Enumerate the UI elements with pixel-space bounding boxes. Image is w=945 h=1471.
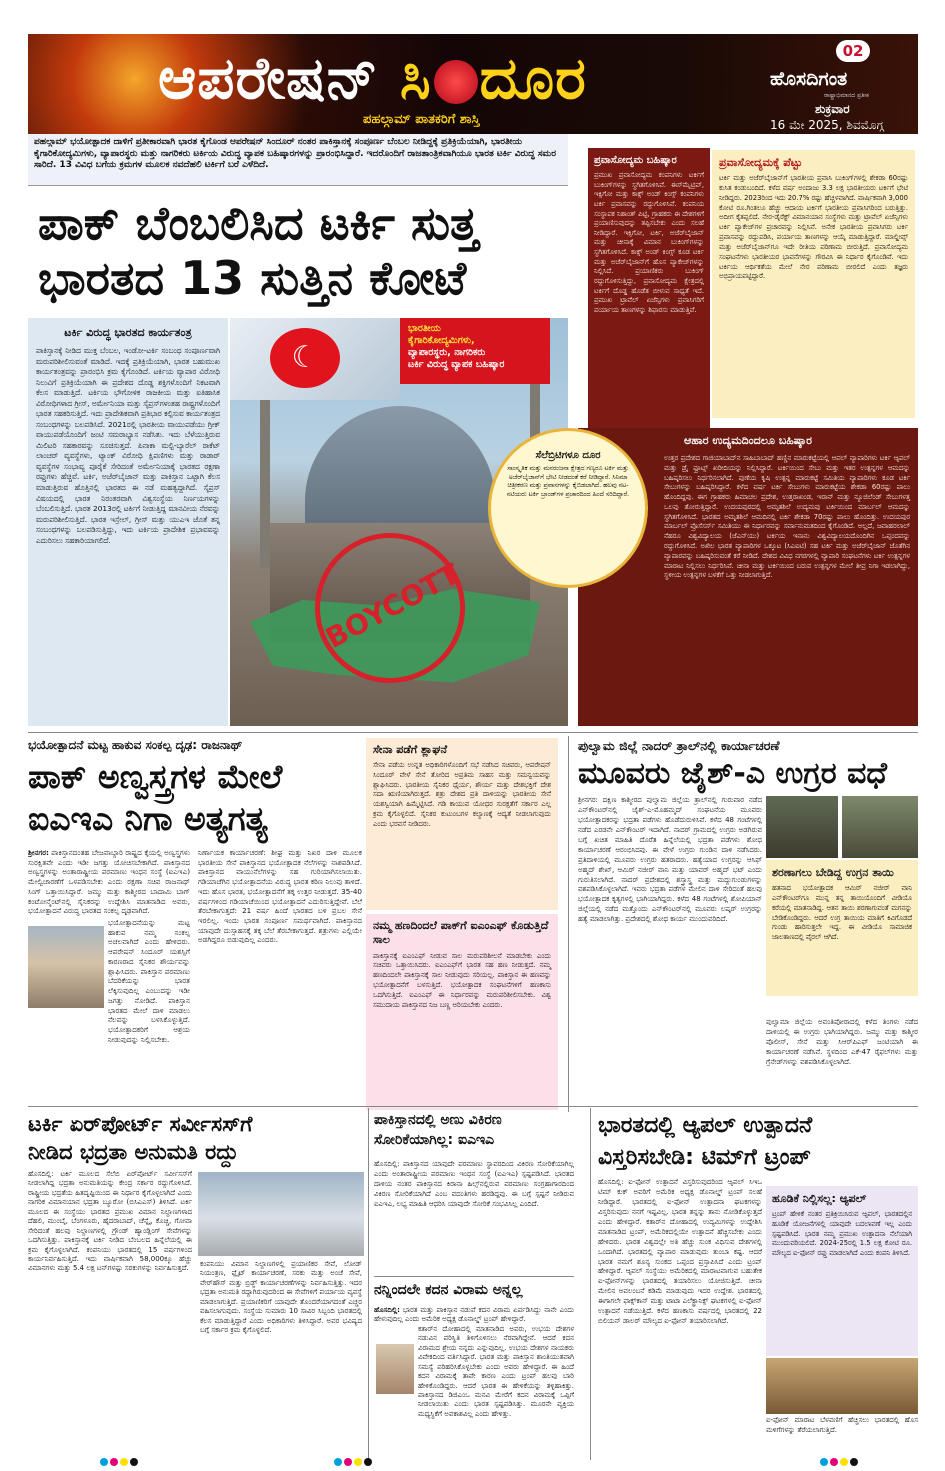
food-industry-heading: ಆಹಾರ ಉದ್ಯಮದಿಂದಲೂ ಬಹಿಷ್ಕಾರ [684,434,812,447]
boycott-stamp: BOYCOTT [289,507,492,710]
tourism-boycott-heading: ಪ್ರವಾಸೋದ್ಯಮ ಬಹಿಷ್ಕಾರ [594,155,677,166]
rajnath-headline-line-1: ಪಾಕ್ ಅಣ್ವಸ್ತ್ರಗಳ ಮೇಲೆ [28,757,283,796]
terrorist-photo [842,796,918,858]
pulwama-body-continued: ಪುಲ್ವಾಮಾ ಜಿಲ್ಲೆಯ ಅವಂತಿಪೋರಾದಲ್ಲಿ ಕಳೆದ ತಿಂಗಳು ನಡೆದ ದಾಳಿಯಲ್ಲಿ ಈ ಉಗ್ರರು ಭಾಗಿಯಾಗಿದ್ದರು. ಜಮ್ಮು ಮತ್ತು ಕಾಶ್ಮೀರ ಪೊಲೀಸ್, ಸೇನೆ ಮತ್ತು ಸಿಆರ್‌ಪಿಎಫ್ ಜಂಟಿಯಾಗಿ ಈ ಕಾರ್ಯಾಚರಣೆ ನಡೆಸಿವೆ. ಸ್ಥಳದಿಂದ ಎಕೆ-47 ರೈಫಲ್‌ಗಳು ಮತ್ತು ಗ್ರೆನೇಡ್‌ಗಳನ್ನು ವಶಪಡಿಸಿಕೊಳ್ಳಲಾಗಿದೆ. [766,1018,918,1066]
masthead-title: ಆಪರೇಷನ್ ಸಿ ದೂರ [158,44,587,112]
newspaper-logo: ಹೊಸದಿಗಂತ [770,68,848,90]
photo-caption-line: ಕೈಗಾರಿಕೋದ್ಯಮಿಗಳು, [408,335,475,347]
food-industry-body: ಉತ್ತರ ಪ್ರದೇಶದ ಗಾಜಿಯಾಬಾದ್‌ನ ಸಾಹಿಬಾಬಾದ್ ಹಣ್ಣಿನ ಮಾರುಕಟ್ಟೆಯಲ್ಲಿ ಆಪಲ್ ವ್ಯಾಪಾರಿಗಳು ಟರ್ಕಿ ಆ್ಯಪಲ್ ಮತ್ತು ಡ್ರೈ ಫ್ರೂಟ್ಸ್ ಖರೀದಿಯನ್ನು ನಿಲ್ಲಿಸಿದ್ದಾರೆ. ಟರ್ಕಿಯಿಂದ ಸೇಬು ಮತ್ತು ಇತರ ಉತ್ಪನ್ನಗಳ ಆಮದನ್ನು ಬಹಿಷ್ಕರಿಸಲು ನಿರ್ಧರಿಸಲಾಗಿದೆ. ಪುಣೆಯ ಕೃಷಿ ಉತ್ಪನ್ನ ಮಾರುಕಟ್ಟೆ ಸಮಿತಿಯ ವ್ಯಾಪಾರಿಗಳು ಕೂಡ ಟರ್ಕಿ ಸೇಬುಗಳನ್ನು ಬಹಿಷ್ಕರಿಸಿದ್ದಾರೆ. ಕಳೆದ ವರ್ಷ ಟರ್ಕಿ ಸೇಬುಗಳು ಮಾರುಕಟ್ಟೆಯ ಶೇಕಡಾ 60ರಷ್ಟು ಪಾಲು ಹೊಂದಿದ್ದವು. ಈಗ ಗ್ರಾಹಕರು ಹಿಮಾಚಲ ಪ್ರದೇಶ, ಉತ್ತರಾಖಂಡ, ಇರಾನ್ ಮತ್ತು ನ್ಯೂಜಿಲೆಂಡ್ ಸೇಬುಗಳತ್ತ ಒಲವು ತೋರುತ್ತಿದ್ದಾರೆ. ಉದಯಪುರದಲ್ಲಿ ಅಮೃತಶಿಲೆ ಉದ್ಯಮವು ಟರ್ಕಿಯಿಂದ ಮಾರ್ಬಲ್ ಆಮದನ್ನು ಸ್ಥಗಿತಗೊಳಿಸಿದೆ. ಭಾರತದ ಅಮೃತಶಿಲೆ ಆಮದಿನಲ್ಲಿ ಟರ್ಕಿ ಶೇಕಡಾ 70ರಷ್ಟು ಪಾಲು ಹೊಂದಿತ್ತು. ಉದಯಪುರ ಮಾರ್ಬಲ್ ಪ್ರೊಸೆಸರ್ಸ್ ಸಮಿತಿಯು ಈ ನಿರ್ಧಾರವನ್ನು ಸರ್ವಾನುಮತದಿಂದ ಕೈಗೊಂಡಿದೆ. ಅಲ್ಲದೆ, ಜವಾಹರಲಾಲ್ ನೆಹರೂ ವಿಶ್ವವಿದ್ಯಾಲಯ (ಜೆಎನ್‌ಯು) ಟರ್ಕಿಯ ಇನಾನು ವಿಶ್ವವಿದ್ಯಾಲಯದೊಂದಿಗಿನ ಒಪ್ಪಂದವನ್ನು ರದ್ದುಗೊಳಿಸಿದೆ. ಅಖಿಲ ಭಾರತ ವ್ಯಾಪಾರಿಗಳ ಒಕ್ಕೂಟ (ಸಿಎಐಟಿ) ಸಹ ಟರ್ಕಿ ಮತ್ತು ಅಜೆರ್‌ಬೈಜಾನ್ ಜೊತೆಗಿನ ವ್ಯಾಪಾರವನ್ನು ಬಹಿಷ್ಕರಿಸುವಂತೆ ಕರೆ ನೀಡಿದೆ. ದೇಶದ ವಿವಿಧ ನಗರಗಳಲ್ಲಿ ವ್ಯಾಪಾರಿ ಸಂಘಟನೆಗಳು ಟರ್ಕಿ ಉತ್ಪನ್ನಗಳ ಮಾರಾಟ ನಿಲ್ಲಿಸಲು ನಿರ್ಧರಿಸಿವೆ. ಚೀನಾ ಮತ್ತು ಟರ್ಕಿಯಿಂದ ಬರುವ ಉತ್ಪನ್ನಗಳ ಮೇಲೆ ತೀವ್ರ ನಿಗಾ ಇಡಲಾಗಿದ್ದು, ಸ್ಥಳೀಯ ಉತ್ಪನ್ನಗಳ ಬಳಕೆಗೆ ಒತ್ತು ನೀಡಲಾಗುತ್ತಿದೆ. [664,454,910,580]
section-divider [374,1276,574,1277]
apple-investment-box [766,1186,918,1356]
registration-mark [820,1458,828,1466]
airport-headline-line-2: ನೀಡಿದ ಭದ್ರತಾ ಅನುಮತಿ ರದ್ದು [28,1140,239,1164]
nuclear-body: ಹೊಸದಿಲ್ಲಿ: ಪಾಕಿಸ್ತಾನದ ಯಾವುದೇ ಪರಮಾಣು ಸ್ಥಾವರದಿಂದ ವಿಕಿರಣ ಸೋರಿಕೆಯಾಗಿಲ್ಲ ಎಂದು ಅಂತಾರಾಷ್ಟ್ರೀಯ ಪರಮಾಣು ಇಂಧನ ಸಂಸ್ಥೆ (ಐಎಇಎ) ಸ್ಪಷ್ಟಪಡಿಸಿದೆ. ಭಾರತದ ದಾಳಿಯ ನಂತರ ಪಾಕಿಸ್ತಾನದ ಕಿರಾನಾ ಹಿಲ್ಸ್‌ನಲ್ಲಿರುವ ಪರಮಾಣು ಸಂಗ್ರಹಾಗಾರದಿಂದ ವಿಕಿರಣ ಸೋರಿಕೆಯಾಗಿದೆ ಎಂಬ ವದಂತಿಗಳು ಹರಡಿದ್ದವು. ಈ ಬಗ್ಗೆ ಸ್ಪಷ್ಟನೆ ನೀಡಿರುವ ಐಎಇಎ, ಲಭ್ಯ ಮಾಹಿತಿ ಆಧರಿಸಿ ಯಾವುದೇ ಸೋರಿಕೆ ಸಂಭವಿಸಿಲ್ಲ ಎಂದಿದೆ. [374,1160,574,1208]
lead-intro [28,134,568,186]
issue-day: ಶುಕ್ರವಾರ [815,102,850,116]
celebrities-heading: ಸೆಲೆಬ್ರಿಟಿಗಳೂ ದೂರ [535,450,601,461]
ceasefire-text: ಕತಾರ್‌ನ ದೋಹಾದಲ್ಲಿ ಮಾತನಾಡಿದ ಅವರು, ಉಭಯ ದೇಶಗಳ ನಡುವಿನ ಪರಿಸ್ಥಿತಿ ತಿಳಿಗೊಳಿಸಲು ನೆರವಾಗಿದ್ದೇನೆ. ಆದರೆ ಕದನ ವಿರಾಮದ ಶ್ರೇಯ ನನ್ನದು ಎನ್ನುವುದಿಲ್ಲ. ಉಭಯ ದೇಶಗಳ ನಾಯಕರು ವಿವೇಕದಿಂದ ವರ್ತಿಸಿದ್ದಾರೆ. ಭಾರತ ಮತ್ತು ಪಾಕಿಸ್ತಾನ ಶಾಂತಿಯುತವಾಗಿ ಸಮಸ್ಯೆ ಪರಿಹರಿಸಿಕೊಳ್ಳಬೇಕು ಎಂದು ಅವರು ಹೇಳಿದ್ದಾರೆ. ಈ ಹಿಂದೆ ಕದನ ವಿರಾಮಕ್ಕೆ ತಾವೇ ಕಾರಣ ಎಂದು ಟ್ರಂಪ್ ಹಲವು ಬಾರಿ ಹೇಳಿಕೊಂಡಿದ್ದರು. ಆದರೆ ಭಾರತ ಈ ಹೇಳಿಕೆಯನ್ನು ತಳ್ಳಿಹಾಕಿತ್ತು. ಪಾಕಿಸ್ತಾನದ ಡಿಜಿಎಂಒ ಮನವಿ ಮೇರೆಗೆ ಕದನ ವಿರಾಮಕ್ಕೆ ಒಪ್ಪಿಗೆ ನೀಡಲಾಯಿತು ಎಂದು ಭಾರತ ಸ್ಪಷ್ಟಪಡಿಸಿತ್ತು. ಮೂರನೇ ವ್ಯಕ್ತಿಯ ಮಧ್ಯಸ್ಥಿಕೆಗೆ ಅವಕಾಶವಿಲ್ಲ ಎಂದು ಹೇಳಿತ್ತು. [418,1324,574,1418]
section-divider [28,1106,918,1107]
photo-caption-line: ವ್ಯಾಪಾರಸ್ಥರು, ನಾಗರಿಕರು [408,347,486,359]
ceasefire-headline: ನನ್ನಿಂದಲೇ ಕದನ ವಿರಾಮ ಅನ್ನಲ್ಲ [374,1282,523,1298]
photo-caption-box [400,318,550,384]
sindoor-dot-icon [434,60,478,104]
imf-loan-body: ಪಾಕಿಸ್ತಾನಕ್ಕೆ ಐಎಂಎಫ್ ನೀಡುವ ಸಾಲ ಮರುಪರಿಶೀಲನೆ ಮಾಡಬೇಕು ಎಂದು ಸಚಿವರು ಒತ್ತಾಯಿಸಿದರು. ಐಎಂಎಫ್‌ಗೆ ಭಾರತ ಸಹ ಹಣ ನೀಡುತ್ತದೆ. ನಮ್ಮ ಹಣದಿಂದಲೇ ಪಾಕಿಸ್ತಾನಕ್ಕೆ ಸಾಲ ನೀಡುವುದು ಸರಿಯಲ್ಲ. ಪಾಕಿಸ್ತಾನ ಈ ಹಣವನ್ನು ಭಯೋತ್ಪಾದನೆಗೆ ಬಳಸುತ್ತಿದೆ. ಭಯೋತ್ಪಾದಕ ಸಂಘಟನೆಗಳಿಗೆ ಹಣಕಾಸು ಒದಗಿಸುತ್ತಿದೆ. ಐಎಂಎಫ್ ಈ ನಿರ್ಧಾರವನ್ನು ಮರುಪರಿಶೀಲಿಸಬೇಕು. ವಿಶ್ವ ಸಮುದಾಯ ಪಾಕಿಸ್ತಾನದ ನಿಜ ಬಣ್ಣ ಅರಿಯಬೇಕು ಎಂದರು. [373,951,551,1009]
ceasefire-text: ಭಾರತ ಮತ್ತು ಪಾಕಿಸ್ತಾನ ನಡುವೆ ಕದನ ವಿರಾಮ ಏರ್ಪಡಿಸಿದ್ದು ನಾನೇ ಎಂದು ಹೇಳುವುದಿಲ್ಲ ಎಂದು ಅಮೆರಿಕ ಅಧ್ಯಕ್ಷ ಡೊನಾಲ್ಡ್ ಟ್ರಂಪ್ ಹೇಳಿದ್ದಾರೆ. [374,1306,574,1324]
airport-headline [28,1110,362,1166]
tourism-boycott-column [588,148,710,430]
newspaper-tagline: ರಾಷ್ಟ್ರಾಭಿಮಾನದ ಪ್ರತೀಕ [824,92,869,99]
registration-mark [334,1458,342,1466]
dateline: ಹೊಸದಿಲ್ಲಿ: [374,1306,400,1314]
pulwama-body: ಶ್ರೀನಗರ: ದಕ್ಷಿಣ ಕಾಶ್ಮೀರದ ಪುಲ್ವಾಮ ಜಿಲ್ಲೆಯ ತ್ರಾಲ್‌ನಲ್ಲಿ ಗುರುವಾರ ನಡೆದ ಎನ್‌ಕೌಂಟರ್‌ನಲ್ಲಿ ಜೈಶ್-ಎ-ಮೊಹಮ್ಮದ್ ಸಂಘಟನೆಯ ಮೂವರು ಭಯೋತ್ಪಾದಕರನ್ನು ಭದ್ರತಾ ಪಡೆಗಳು ಹೊಡೆದುರುಳಿಸಿವೆ. ಕಳೆದ 48 ಗಂಟೆಗಳಲ್ಲಿ ನಡೆದ ಎರಡನೇ ಎನ್‌ಕೌಂಟರ್ ಇದಾಗಿದೆ. ನಾದರ್ ಗ್ರಾಮದಲ್ಲಿ ಉಗ್ರರು ಅಡಗಿರುವ ಬಗ್ಗೆ ಖಚಿತ ಮಾಹಿತಿ ದೊರೆತ ಹಿನ್ನೆಲೆಯಲ್ಲಿ ಭದ್ರತಾ ಪಡೆಗಳು ಶೋಧ ಕಾರ್ಯಾಚರಣೆ ಆರಂಭಿಸಿದವು. ಈ ವೇಳೆ ಉಗ್ರರು ಗುಂಡಿನ ದಾಳಿ ನಡೆಸಿದರು. ಪ್ರತಿದಾಳಿಯಲ್ಲಿ ಮೂವರು ಉಗ್ರರು ಹತರಾದರು. ಹತ್ಯೆಯಾದ ಉಗ್ರರನ್ನು ಆಸಿಫ್ ಅಹ್ಮದ್ ಶೇಖ್, ಆಮಿರ್ ನಜೀರ್ ವಾನಿ ಮತ್ತು ಯಾವರ್ ಅಹ್ಮದ್ ಭಟ್ ಎಂದು ಗುರುತಿಸಲಾಗಿದೆ. ನಾದರ್ ಪ್ರದೇಶದಲ್ಲಿ ಶಸ್ತ್ರಾಸ್ತ್ರ ಮತ್ತು ಮದ್ದುಗುಂಡುಗಳನ್ನು ವಶಪಡಿಸಿಕೊಳ್ಳಲಾಗಿದೆ. ಇವರು ಭದ್ರತಾ ಪಡೆಗಳ ಮೇಲಿನ ದಾಳಿ ಸೇರಿದಂತೆ ಹಲವು ಭಯೋತ್ಪಾದಕ ಕೃತ್ಯಗಳಲ್ಲಿ ಭಾಗಿಯಾಗಿದ್ದರು. ಕಳೆದ 48 ಗಂಟೆಗಳಲ್ಲಿ ಶೋಪಿಯಾನ್ ಜಿಲ್ಲೆಯಲ್ಲಿ ನಡೆದ ಮತ್ತೊಂದು ಎನ್‌ಕೌಂಟರ್‌ನಲ್ಲಿ ಮೂವರು ಲಷ್ಕರ್ ಉಗ್ರರನ್ನು ಹತ್ಯೆ ಮಾಡಲಾಗಿತ್ತು. ಪ್ರದೇಶದಲ್ಲಿ ಶೋಧ ಕಾರ್ಯ ಮುಂದುವರಿದಿದೆ. [578,796,762,924]
tourism-boycott-body: ಪ್ರಮುಖ ಪ್ರವಾಸೋದ್ಯಮ ಕಂಪನಿಗಳು ಟರ್ಕಿಗೆ ಬುಕಿಂಗ್‌ಗಳನ್ನು ಸ್ಥಗಿತಗೊಳಿಸಿವೆ. ಈಸ್‌ಮೈಟ್ರಿಪ್, ಇಕ್ಸಿಗೋ ಮತ್ತು ಕಾಕ್ಸ್ ಅಂಡ್ ಕಿಂಗ್ಸ್ ಕಂಪನಿಗಳು ಟರ್ಕಿ ಪ್ರವಾಸವನ್ನು ರದ್ದುಗೊಳಿಸಿವೆ. ಕಂಪನಿಯ ಸಂಸ್ಥಾಪಕ ನಿಶಾಂತ್ ಪಿಟ್ಟಿ, ಗ್ರಾಹಕರು ಈ ದೇಶಗಳಿಗೆ ಪ್ರಯಾಣಿಸುವುದನ್ನು ತಪ್ಪಿಸಬೇಕು ಎಂದು ಸಲಹೆ ನೀಡಿದ್ದಾರೆ. ಇಕ್ಸಿಗೋ, ಟರ್ಕಿ, ಅಜೆರ್‌ಬೈಜಾನ್ ಮತ್ತು ಚೀನಾಕ್ಕೆ ವಿಮಾನ ಬುಕಿಂಗ್‌ಗಳನ್ನು ಸ್ಥಗಿತಗೊಳಿಸಿದೆ. ಕಾಕ್ಸ್ ಅಂಡ್ ಕಿಂಗ್ಸ್ ಕೂಡ ಟರ್ಕಿ ಮತ್ತು ಅಜೆರ್‌ಬೈಜಾನ್‌ಗೆ ಹೊಸ ಪ್ಯಾಕೇಜ್‌ಗಳನ್ನು ನಿಲ್ಲಿಸಿದೆ. ಪ್ರಯಾಣಿಕರು ಬುಕಿಂಗ್ ರದ್ದುಗೊಳಿಸುತ್ತಿದ್ದು, ಪ್ರವಾಸೋದ್ಯಮ ಕ್ಷೇತ್ರದಲ್ಲಿ ಟರ್ಕಿಗೆ ದೊಡ್ಡ ಹೊಡೆತ ಬೀಳುವ ಸಾಧ್ಯತೆ ಇದೆ. ಪ್ರಮುಖ ಟ್ರಾವೆಲ್ ಏಜೆನ್ಸಿಗಳು ಪ್ರವಾಸಿಗರಿಗೆ ಪರ್ಯಾಯ ತಾಣಗಳನ್ನು ಶಿಫಾರಸು ಮಾಡುತ್ತಿವೆ. [594,171,704,314]
army-praise-box [366,738,558,910]
rajnath-photo [28,926,104,1008]
surrender-plea-body: ಹತನಾದ ಭಯೋತ್ಪಾದಕ ಆಮಿರ್ ನಜೀರ್ ವಾನಿ ಎನ್‌ಕೌಂಟರ್‌ಗೂ ಮುನ್ನ ತನ್ನ ತಾಯಿಯೊಂದಿಗೆ ವೀಡಿಯೊ ಕರೆಯಲ್ಲಿ ಮಾತನಾಡಿದ್ದ. ಆತನ ತಾಯಿ ಶರಣಾಗುವಂತೆ ಮಗನನ್ನು ಬೇಡಿಕೊಂಡಿದ್ದರು. ಆದರೆ ಉಗ್ರ ತಾಯಿಯ ಮಾತಿಗೆ ಕಿವಿಗೊಡದೆ ಗುಂಡು ಹಾರಿಸುತ್ತಲೇ ಇದ್ದ. ಈ ವೀಡಿಯೊ ಸಾಮಾಜಿಕ ಜಾಲತಾಣದಲ್ಲಿ ವೈರಲ್ ಆಗಿದೆ. [772,884,912,942]
column-divider [568,736,569,1112]
imf-loan-box [366,914,558,1110]
strategy-column [28,318,228,726]
rajnath-kicker: ಭಯೋತ್ಪಾದನೆ ಮಟ್ಟ ಹಾಕುವ ಸಂಕಲ್ಪ ದೃಢ: ರಾಜನಾಥ್ [28,738,243,752]
celebrities-circle [488,428,648,588]
apple-investment-heading: ಹೂಡಿಕೆ ನಿಲ್ಲಿಸಲ್ಲ: ಆ್ಯಪಲ್ [772,1192,867,1205]
airport-column-1 [28,1170,192,1460]
masthead-subtitle: ಪಹಲ್ಗಾಮ್ ಪಾತಕರಿಗೆ ಶಾಸ್ತಿ [363,112,480,127]
apple-body-continued: ಐ-ಫೋನ್ ಮಾರಾಟ ಬೆಳವಣಿಗೆ ಹೆಚ್ಚಿಸಲು ಭಾರತದಲ್ಲಿ ಹೊಸ ಮಳಿಗೆಗಳನ್ನು ತೆರೆಯಲಾಗುತ್ತಿದೆ. [766,1416,918,1434]
rajnath-headline-line-2: ಐಎಇಎ ನಿಗಾ ಅತ್ಯಗತ್ಯ [28,799,268,838]
registration-mark [100,1458,108,1466]
registration-mark [110,1458,118,1466]
rajnath-text: ನಿರ್ಣಾಯಕ ಕಾರ್ಯಾಚರಣೆ: ಶೀಘ್ರ ಮತ್ತು ನಿಖರ ದಾಳಿ ಮೂಲಕ ಭಾರತೀಯ ಸೇನೆ ಪಾಕಿಸ್ತಾನದ ಭಯೋತ್ಪಾದಕ ನೆಲೆಗಳನ್ನು ನಾಶಪಡಿಸಿದೆ. ಪಾಕಿಸ್ತಾನದ ವಾಯುನೆಲೆಗಳನ್ನು ಸಹ ಗುರಿಯಾಗಿಸಲಾಯಿತು. ಗಡಿಯಾಚೆಗಿನ ಭಯೋತ್ಪಾದನೆಯ ವಿರುದ್ಧ ಭಾರತ ಕಠಿಣ ನಿಲುವು ತಾಳಿದೆ. ಇದು ಹೊಸ ಭಾರತ, ಭಯೋತ್ಪಾದನೆಗೆ ತಕ್ಕ ಉತ್ತರ ನೀಡುತ್ತದೆ. 35-40 ವರ್ಷಗಳಿಂದ ಗಡಿಯಾಚೆಯಿಂದ ಭಯೋತ್ಪಾದನೆ ಎದುರಿಸುತ್ತಿದ್ದೇವೆ. ಬೆಲೆ ತೆರಬೇಕಾಗುತ್ತದೆ: 21 ವರ್ಷ ಹಿಂದೆ ಭಾರತದ ಬಳಿ ಪ್ರಬಲ ಸೇನೆ ಇರಲಿಲ್ಲ. ಇಂದು ಭಾರತ ಸಂಪೂರ್ಣ ಸಮರ್ಥವಾಗಿದೆ. ಪಾಕಿಸ್ತಾನದ ಯಾವುದೇ ದುಸ್ಸಾಹಸಕ್ಕೆ ತಕ್ಕ ಬೆಲೆ ತೆರಬೇಕಾಗುತ್ತದೆ. ಶತ್ರುಗಳು ಎಲ್ಲಿಯೇ ಅಡಗಿದ್ದರೂ ಬಿಡುವುದಿಲ್ಲ ಎಂದರು. [198,848,362,945]
page-number: 02 [836,40,870,62]
pulwama-headline: ಮೂವರು ಜೈಶ್-ಎ ಉಗ್ರರ ವಧೆ [578,756,887,791]
column-divider [590,1108,591,1460]
registration-mark [364,1458,372,1466]
airport-text: ಕಂಪನಿಯು ವಿಮಾನ ನಿಲ್ದಾಣಗಳಲ್ಲಿ ಪ್ರಯಾಣಿಕರ ಸೇವೆ, ಲೋಡ್ ನಿಯಂತ್ರಣ, ಫ್ಲೈಟ್ ಕಾರ್ಯಾಚರಣೆ, ಸರಕು ಮತ್ತು ಅಂಚೆ ಸೇವೆ, ವೇರ್‌ಹೌಸ್ ಮತ್ತು ಬ್ರಿಡ್ಜ್ ಕಾರ್ಯಾಚರಣೆಗಳನ್ನು ನಿರ್ವಹಿಸುತ್ತಿತ್ತು. ಇದರ ಭದ್ರತಾ ಅನುಮತಿ ರದ್ದಾಗಿರುವುದರಿಂದ ಈ ಸೇವೆಗಳಿಗೆ ಪರ್ಯಾಯ ವ್ಯವಸ್ಥೆ ಮಾಡಲಾಗುತ್ತಿದೆ. ಪ್ರಯಾಣಿಕರಿಗೆ ಯಾವುದೇ ತೊಂದರೆಯಾಗದಂತೆ ಎಚ್ಚರ ವಹಿಸಲಾಗುವುದು. ಸಂಸ್ಥೆಯ ಸುಮಾರು 10 ಸಾವಿರ ಸಿಬ್ಬಂದಿ ಭಾರತದಲ್ಲಿ ಕೆಲಸ ಮಾಡುತ್ತಿದ್ದಾರೆ ಎಂದು ಅಧಿಕಾರಿಗಳು ತಿಳಿಸಿದ್ದಾರೆ. ಅವರ ಭವಿಷ್ಯದ ಬಗ್ಗೆ ಸರ್ಕಾರ ಕ್ರಮ ಕೈಗೊಳ್ಳಲಿದೆ. [200,1260,362,1335]
tourism-impact-box [712,150,915,418]
strategy-body: ಪಾಕಿಸ್ತಾನಕ್ಕೆ ನೀಡಿದ ಮುಕ್ತ ಬೆಂಬಲ, ಇಂಡೋ-ಟರ್ಕಿ ಸಂಬಂಧ ಸಂಪೂರ್ಣವಾಗಿ ಮರುಪರಿಶೀಲಿಸುವಂತೆ ಮಾಡಿದೆ. ಇದಕ್ಕೆ ಪ್ರತಿಕ್ರಿಯೆಯಾಗಿ, ಭಾರತ ಬಹುಮುಖ ಕಾರ್ಯತಂತ್ರವನ್ನು ಪ್ರಾರಂಭಿಸಿ ಕ್ರಮ ಕೈಗೊಂಡಿದೆ. ಟರ್ಕಿಯ ವ್ಯಾಪಾರ ವಿರೋಧಿ ನಿಲುವಿಗೆ ಪ್ರತಿಕ್ರಿಯೆಯಾಗಿ ಈ ಪ್ರದೇಶದ ದೊಡ್ಡ ಶಕ್ತಿಗಳೊಂದಿಗೆ ನಿಕಟವಾಗಿ ಕೆಲಸ ಮಾಡುತ್ತಿದೆ. ಟರ್ಕಿಯ ಭೌಗೋಳಿಕ ರಾಜಕೀಯ ಮತ್ತು ಐತಿಹಾಸಿಕ ವಿರೋಧಿಗಳಾದ ಗ್ರೀಸ್, ಅರ್ಮೇನಿಯಾ ಮತ್ತು ಸೈಪ್ರಸ್‌ಗಳಂತಹ ರಾಷ್ಟ್ರಗಳೊಂದಿಗೆ ಭಾರತ ಸಹಕರಿಸುತ್ತಿದೆ. ಇದು ಪ್ರಾದೇಶಿಕವಾಗಿ ಪ್ರತಿಭಾರ ಕಲ್ಪಿಸುವ ಕಾರ್ಯತಂತ್ರದ ಸಂಬಂಧಗಳನ್ನು ಬಲಪಡಿಸಿದೆ. 2021ರಲ್ಲಿ ಭಾರತೀಯ ವಾಯುಪಡೆಯು ಗ್ರೀಕ್ ವಾಯುಪಡೆಯೊಂದಿಗೆ ಜಂಟಿ ಸಮರಾಭ್ಯಾಸ ನಡೆಸಿತು. ಇದು ಬೆಳೆಯುತ್ತಿರುವ ಮಿಲಿಟರಿ ಸಹಕಾರವನ್ನು ಸೂಚಿಸುತ್ತದೆ. ಪಿನಾಕಾ ಮಲ್ಟಿ-ಬ್ಯಾರೆಲ್ ರಾಕೆಟ್ ಲಾಂಚರ್ ವ್ಯವಸ್ಥೆಗಳು, ಟ್ಯಾಂಕ್ ವಿರೋಧಿ ಕ್ಷಿಪಣಿಗಳು ಮತ್ತು ರಾಡಾರ್ ವ್ಯವಸ್ಥೆಗಳ ಸಂಭಾವ್ಯ ಪೂರೈಕೆ ಸೇರಿದಂತೆ ಅರ್ಮೇನಿಯಾಕ್ಕೆ ಭಾರತದ ರಕ್ಷಣಾ ರಫ್ತುಗಳು ಹೆಚ್ಚಿವೆ. ಟರ್ಕಿ, ಅಜೆರ್‌ಬೈಜಾನ್ ಮತ್ತು ಪಾಕಿಸ್ತಾನ ಒಟ್ಟಾಗಿ ಕೆಲಸ ಮಾಡುತ್ತಿರುವ ಹೊತ್ತಿನಲ್ಲಿ ಭಾರತದ ಈ ನಡೆ ಮಹತ್ವದ್ದಾಗಿದೆ. ಸೈಪ್ರಸ್ ವಿಷಯದಲ್ಲಿ ಭಾರತ ನಿರಂತರವಾಗಿ ವಿಶ್ವಸಂಸ್ಥೆಯ ನಿರ್ಣಯಗಳನ್ನು ಬೆಂಬಲಿಸುತ್ತಿದೆ. ಭಾರತ 2013ರಲ್ಲಿ ಟರ್ಕಿಗೆ ನೀಡುತ್ತಿದ್ದ ಮಾನವೀಯ ನೆರವನ್ನು ಮರುಪರಿಶೀಲಿಸುತ್ತಿದೆ. ಭಾರತ ಇಸ್ರೇಲ್, ಗ್ರೀಸ್ ಮತ್ತು ಯುಎಇ ಜೊತೆ ತನ್ನ ಸಂಬಂಧಗಳನ್ನು ಬಲಪಡಿಸುತ್ತಿದ್ದು, ಇದು ಟರ್ಕಿಯ ಪ್ರಾದೇಶಿಕ ಪ್ರಭಾವವನ್ನು ಎದುರಿಸಲು ಸಹಕಾರಿಯಾಗಲಿದೆ. [36,346,220,545]
photo-caption-line: ಭಾರತೀಯ [408,323,441,334]
registration-mark [354,1458,362,1466]
minaret-shape [260,388,270,568]
surrender-plea-box [766,860,918,996]
registration-mark [830,1458,838,1466]
rajnath-column-2 [198,848,362,1110]
registration-mark [850,1458,858,1466]
column-divider [368,1108,369,1460]
trump-photo [376,1344,414,1394]
nuclear-headline: ಪಾಕಿಸ್ತಾನದಲ್ಲಿ ಅಣು ವಿಕಿರಣ ಸೋರಿಕೆಯಾಗಿಲ್ಲ: ಐಎಇಎ [374,1112,502,1148]
photo-caption-line: ಟರ್ಕಿ ವಿರುದ್ಧ ವ್ಯಾಪಕ ಬಹಿಷ್ಕಾರ [408,359,505,371]
celebrities-body: ಸಾಂಸ್ಕೃತಿಕ ಮತ್ತು ಮನರಂಜನಾ ಕ್ಷೇತ್ರದ ಗಣ್ಯರೂ ಟರ್ಕಿ ಮತ್ತು ಅಜೆರ್‌ಬೈಜಾನ್‌ಗೆ ಭೇಟಿ ನೀಡದಂತೆ ಕರೆ ನೀಡಿದ್ದಾರೆ. ಸಿನಿಮಾ ಚಿತ್ರೀಕರಣ ಮತ್ತು ಪ್ರವಾಸಗಳನ್ನು ಕೈಬಿಡಲಾಗಿದೆ. ಹಲವು ನಟ-ನಟಿಯರು ಟರ್ಕಿ ಬ್ರಾಂಡ್‌ಗಳ ಪ್ರಚಾರದಿಂದ ಹಿಂದೆ ಸರಿದಿದ್ದಾರೆ. [506,465,630,499]
turkey-crescent-icon: ☾ [270,328,340,388]
rajnath-text: ಭಯೋತ್ಪಾದನೆಯನ್ನು ಮಟ್ಟ ಹಾಕುವ ನಮ್ಮ ಸಂಕಲ್ಪ ಅಚಲವಾಗಿದೆ ಎಂದು ಹೇಳಿದರು. ಆಪರೇಷನ್ ಸಿಂದೂರ್ ಯಶಸ್ಸಿಗೆ ಕಾರಣರಾದ ಸೈನಿಕರ ಶೌರ್ಯವನ್ನು ಶ್ಲಾಘಿಸಿದರು. ಪಾಕಿಸ್ತಾನ ಪರಮಾಣು ಬೆದರಿಕೆಯನ್ನು ಭಾರತ ಲೆಕ್ಕಿಸುವುದಿಲ್ಲ ಎಂಬುದನ್ನು ಇಡೀ ಜಗತ್ತು ನೋಡಿದೆ. ಪಾಕಿಸ್ತಾನ ಭಾರತದ ಮೇಲೆ ದಾಳಿ ಮಾಡಲು ನೆಲವನ್ನು ಬಳಸಿಕೊಳ್ಳುತ್ತಿದೆ. ಭಯೋತ್ಪಾದಕರಿಗೆ ಆಶ್ರಯ ನೀಡುವುದನ್ನು ನಿಲ್ಲಿಸಬೇಕು. [108,918,190,1044]
tourism-impact-heading: ಪ್ರವಾಸೋದ್ಯಮಕ್ಕೆ ಪೆಟ್ಟು [719,156,803,169]
terrorist-photo [766,796,838,858]
dateline: ಶ್ರೀನಗರ: [28,848,49,857]
registration-mark [130,1458,138,1466]
registration-mark [840,1458,848,1466]
flag-inset [230,318,400,400]
army-praise-body: ಸೇನಾ ಪಡೆಯ ಉನ್ನತ ಅಧಿಕಾರಿಗಳೊಂದಿಗೆ ಸಭೆ ನಡೆಸಿದ ಸಚಿವರು, ಆಪರೇಷನ್ ಸಿಂದೂರ್ ವೇಳೆ ಸೇನೆ ತೋರಿದ ಅಪ್ರತಿಮ ಸಾಹಸ ಮತ್ತು ಸಮನ್ವಯವನ್ನು ಶ್ಲಾಘಿಸಿದರು. ಭಾರತೀಯ ಸೈನಿಕರ ಧೈರ್ಯ, ಶೌರ್ಯ ಮತ್ತು ದೇಶಭಕ್ತಿಗೆ ದೇಶ ಸದಾ ಋಣಿಯಾಗಿರುತ್ತದೆ. ಶತ್ರು ದೇಶದ ಪ್ರತಿ ದಾಳಿಯನ್ನು ಭಾರತೀಯ ಸೇನೆ ಯಶಸ್ವಿಯಾಗಿ ಹಿಮ್ಮೆಟ್ಟಿಸಿದೆ. ಗಡಿ ಕಾಯುವ ಯೋಧರ ಸುರಕ್ಷತೆಗೆ ಸರ್ಕಾರ ಎಲ್ಲ ಕ್ರಮ ಕೈಗೊಳ್ಳಲಿದೆ. ಸೈನಿಕರ ಕುಟುಂಬಗಳ ಕಲ್ಯಾಣಕ್ಕೆ ಆದ್ಯತೆ ನೀಡಲಾಗುವುದು ಎಂದು ಭರವಸೆ ನೀಡಿದರು. [373,761,551,828]
registration-mark [120,1458,128,1466]
rajnath-headline [28,756,362,840]
apple-investment-body: ಟ್ರಂಪ್ ಹೇಳಿಕೆ ನಂತರ ಪ್ರತಿಕ್ರಿಯಿಸಿರುವ ಆ್ಯಪಲ್, ಭಾರತದಲ್ಲಿನ ಹೂಡಿಕೆ ಯೋಜನೆಗಳಲ್ಲಿ ಯಾವುದೇ ಬದಲಾವಣೆ ಇಲ್ಲ ಎಂದು ಸ್ಪಷ್ಟಪಡಿಸಿದೆ. ಭಾರತ ನಮ್ಮ ಪ್ರಮುಖ ಉತ್ಪಾದನಾ ನೆಲೆಯಾಗಿ ಮುಂದುವರಿಯಲಿದೆ. 2024-25ರಲ್ಲಿ 1.5 ಲಕ್ಷ ಕೋಟಿ ರೂ. ಮೌಲ್ಯದ ಐ-ಫೋನ್ ರಫ್ತು ಮಾಡಲಾಗಿದೆ ಎಂದು ಕಂಪನಿ ತಿಳಿಸಿದೆ. [772,1210,912,1258]
airport-photo [198,1172,364,1256]
strategy-heading: ಟರ್ಕಿ ವಿರುದ್ಧ ಭಾರತದ ಕಾರ್ಯತಂತ್ರ [64,326,192,339]
registration-mark [344,1458,352,1466]
apple-headline-line-1: ಭಾರತದಲ್ಲಿ ಆ್ಯಪಲ್ ಉತ್ಪಾದನೆ [598,1113,813,1138]
tourism-impact-body: ಟರ್ಕಿ ಮತ್ತು ಅಜೆರ್‌ಬೈಜಾನ್‌ಗೆ ಭಾರತೀಯ ಪ್ರವಾಸಿ ಬುಕಿಂಗ್‌ಗಳಲ್ಲಿ ಶೇಕಡಾ 60ರಷ್ಟು ಕುಸಿತ ಕಂಡುಬಂದಿದೆ. ಕಳೆದ ವರ್ಷ ಅಂದಾಜು 3.3 ಲಕ್ಷ ಭಾರತೀಯರು ಟರ್ಕಿಗೆ ಭೇಟಿ ನೀಡಿದ್ದರು. 2023ರಿಂದ ಇದು 20.7% ರಷ್ಟು ಹೆಚ್ಚಳವಾಗಿದೆ. ವಾರ್ಷಿಕವಾಗಿ 3,000 ಕೋಟಿ ರೂ.ಗಿಂತಲೂ ಹೆಚ್ಚು ಆದಾಯ ಟರ್ಕಿಗೆ ಭಾರತೀಯ ಪ್ರವಾಸಿಗರಿಂದ ಬರುತ್ತಿತ್ತು. ಅದೀಗ ಕೈತಪ್ಪಲಿದೆ. ನೇರ-ಡೈರೆಕ್ಟ್ ವಿಮಾನಯಾನ ಸಂಸ್ಥೆಗಳು ಮತ್ತು ಟ್ರಾವೆಲ್ ಏಜೆನ್ಸಿಗಳು ಟರ್ಕಿ ಪ್ಯಾಕೇಜ್‌ಗಳ ಪ್ರಚಾರವನ್ನು ನಿಲ್ಲಿಸಿವೆ. ಅನೇಕ ಭಾರತೀಯ ಪ್ರವಾಸಿಗರು ಟರ್ಕಿ ಪ್ರವಾಸವನ್ನು ರದ್ದುಪಡಿಸಿ, ಪರ್ಯಾಯ ತಾಣಗಳನ್ನು ಆಯ್ಕೆ ಮಾಡುತ್ತಿದ್ದಾರೆ. ಮಾಲ್ಡೀವ್ಸ್ ಮತ್ತು ಅಜೆರ್‌ಬೈಜಾನ್‌ಗೂ ಇದೇ ರೀತಿಯ ಪರಿಣಾಮ ಬೀರುತ್ತಿದೆ. ಪ್ರವಾಸೋದ್ಯಮ ಸಂಘಟನೆಗಳು ಭಾರತೀಯರ ಭಾವನೆಗಳನ್ನು ಗೌರವಿಸಿ ಈ ನಿರ್ಧಾರ ಕೈಗೊಂಡಿವೆ. ಇದು ಟರ್ಕಿಯ ಆರ್ಥಿಕತೆಯ ಮೇಲೆ ನೇರ ಪರಿಣಾಮ ಬೀರಲಿದೆ ಎಂದು ತಜ್ಞರು ಅಭಿಪ್ರಾಯಪಟ್ಟಿದ್ದಾರೆ. [719,174,908,281]
surrender-plea-heading: ಶರಣಾಗಲು ಬೇಡಿದ್ದ ಉಗ್ರನ ತಾಯಿ [772,866,894,879]
section-divider [28,732,918,733]
lead-headline-line-2: ಭಾರತದ 13 ಸುತ್ತಿನ ಕೋಟೆ [38,251,467,305]
lead-intro-text: ಪಹಲ್ಗಾಮ್ ಭಯೋತ್ಪಾದಕ ದಾಳಿಗೆ ಪ್ರತೀಕಾರವಾಗಿ ಭಾರತ ಕೈಗೊಂಡ ಆಪರೇಷನ್ ಸಿಂದೂರ್ ನಂತರ ಪಾಕಿಸ್ತಾನಕ್ಕೆ ಸಂಪೂರ್ಣ ಬೆಂಬಲ ನೀಡಿದ್ದಕ್ಕೆ ಪ್ರತಿಕ್ರಿಯೆಯಾಗಿ, ಭಾರತೀಯ ಕೈಗಾರಿಕೋದ್ಯಮಿಗಳು, ವ್ಯಾಪಾರಸ್ಥರು ಮತ್ತು ನಾಗರಿಕರು ಟರ್ಕಿಯ ವಿರುದ್ಧ ವ್ಯಾಪಕ ಬಹಿಷ್ಕಾರಗಳನ್ನು ಪ್ರಾರಂಭಿಸಿದ್ದಾರೆ. ಇದರೊಂದಿಗೆ ರಾಜತಾಂತ್ರಿಕವಾಗಿಯೂ ಭಾರತ ಟರ್ಕಿ ವಿರುದ್ಧ ಸಮರ ಸಾರಿದೆ. 13 ವಿವಿಧ ಬಗೆಯ ಕ್ರಮಗಳ ಮೂಲಕ ನವದೆಹಲಿ ಟರ್ಕಿಗೆ ಬರೆ ಎಳೆದಿದೆ. [34,137,556,171]
apple-store-photo [766,1358,918,1414]
rajnath-text: ಪಾಕಿಸ್ತಾನದಂತಹ ಬೇಜವಾಬ್ದಾರಿ ರಾಷ್ಟ್ರದ ಕೈಯಲ್ಲಿ ಅಣ್ವಸ್ತ್ರಗಳು ಸುರಕ್ಷಿತವೇ ಎಂದು ಇಡೀ ಜಗತ್ತು ಯೋಚಿಸಬೇಕಾಗಿದೆ. ಪಾಕಿಸ್ತಾನದ ಅಣ್ವಸ್ತ್ರಗಳನ್ನು ಅಂತಾರಾಷ್ಟ್ರೀಯ ಪರಮಾಣು ಇಂಧನ ಸಂಸ್ಥೆ (ಐಎಇಎ) ಮೇಲ್ವಿಚಾರಣೆಗೆ ಒಳಪಡಿಸಬೇಕು ಎಂದು ರಕ್ಷಣಾ ಸಚಿವ ರಾಜನಾಥ್ ಸಿಂಗ್ ಒತ್ತಾಯಿಸಿದ್ದಾರೆ. ಜಮ್ಮು ಮತ್ತು ಕಾಶ್ಮೀರದ ಬಾದಾಮಿ ಬಾಗ್ ಕಂಟೋನ್ಮೆಂಟ್‌ನಲ್ಲಿ ಸೈನಿಕರನ್ನು ಉದ್ದೇಶಿಸಿ ಮಾತನಾಡಿದ ಅವರು, ಭಯೋತ್ಪಾದನೆ ವಿರುದ್ಧ ಭಾರತದ ಸಂಕಲ್ಪ ದೃಢವಾಗಿದೆ. [28,848,190,916]
airport-text: ಹೊಸದಿಲ್ಲಿ: ಟರ್ಕಿ ಮೂಲದ ಸೆಲೆಬಿ ಏರ್‌ಪೋರ್ಟ್ ಸರ್ವೀಸಸ್‌ಗೆ ನೀಡಲಾಗಿದ್ದ ಭದ್ರತಾ ಅನುಮತಿಯನ್ನು ಕೇಂದ್ರ ಸರ್ಕಾರ ರದ್ದುಗೊಳಿಸಿದೆ. ರಾಷ್ಟ್ರೀಯ ಭದ್ರತೆಯ ಹಿತದೃಷ್ಟಿಯಿಂದ ಈ ನಿರ್ಧಾರ ಕೈಗೊಳ್ಳಲಾಗಿದೆ ಎಂದು ನಾಗರಿಕ ವಿಮಾನಯಾನ ಭದ್ರತಾ ಬ್ಯೂರೋ (ಬಿಸಿಎಎಸ್) ತಿಳಿಸಿದೆ. ಟರ್ಕಿ ಮೂಲದ ಈ ಸಂಸ್ಥೆಯು ಭಾರತದ ಪ್ರಮುಖ ವಿಮಾನ ನಿಲ್ದಾಣಗಳಾದ ದೆಹಲಿ, ಮುಂಬೈ, ಬೆಂಗಳೂರು, ಹೈದರಾಬಾದ್, ಚೆನ್ನೈ, ಕೊಚ್ಚಿ, ಗೋವಾ ಸೇರಿದಂತೆ ಹಲವು ನಿಲ್ದಾಣಗಳಲ್ಲಿ ಗ್ರೌಂಡ್ ಹ್ಯಾಂಡ್ಲಿಂಗ್ ಸೇವೆಗಳನ್ನು ಒದಗಿಸುತ್ತಿತ್ತು. ಪಾಕಿಸ್ತಾನಕ್ಕೆ ಟರ್ಕಿ ನೀಡಿದ ಬೆಂಬಲದ ಹಿನ್ನೆಲೆಯಲ್ಲಿ ಈ ಕ್ರಮ ಕೈಗೊಳ್ಳಲಾಗಿದೆ. ಕಂಪನಿಯು ಭಾರತದಲ್ಲಿ 15 ವರ್ಷಗಳಿಂದ ಕಾರ್ಯನಿರ್ವಹಿಸುತ್ತಿದೆ. ಇದು ವಾರ್ಷಿಕವಾಗಿ 58,000ಕ್ಕೂ ಹೆಚ್ಚು ವಿಮಾನಗಳು ಮತ್ತು 5.4 ಲಕ್ಷ ಟನ್‌ಗಳಷ್ಟು ಸರಕುಗಳನ್ನು ನಿರ್ವಹಿಸುತ್ತದೆ. [28,1170,192,1273]
lead-headline-line-1: ಪಾಕ್ ಬೆಂಬಲಿಸಿದ ಟರ್ಕಿ ಸುತ್ತ [38,196,479,250]
imf-loan-heading: ನಮ್ಮ ಹಣದಿಂದಲೆ ಪಾಕ್‌ಗೆ ಐಎಂಎಫ್ ಕೊಡುತ್ತಿದೆ ಸಾಲ [373,919,549,947]
army-praise-heading: ಸೇನಾ ಪಡೆಗೆ ಶ್ಲಾಘನೆ [373,743,448,756]
apple-headline [598,1110,918,1174]
apple-headline-line-2: ವಿಸ್ತರಿಸಬೇಡಿ: ಟಿಮ್‌ಗೆ ಟ್ರಂಪ್ [598,1145,811,1170]
airport-column-2 [200,1260,362,1460]
issue-date: 16 ಮೇ 2025, ಶಿವಮೊಗ್ಗ [770,118,884,132]
pulwama-kicker: ಪುಲ್ವಾಮ ಜಿಲ್ಲೆ ನಾದರ್ ತ್ರಾಲ್‌ನಲ್ಲಿ ಕಾರ್ಯಾಚರಣೆ [578,738,780,753]
airport-headline-line-1: ಟರ್ಕಿ ಏರ್‌ಪೋರ್ಟ್ ಸರ್ವೀಸಸ್‌ಗೆ [28,1112,253,1136]
apple-body: ಹೊಸದಿಲ್ಲಿ: ಐ-ಫೋನ್ ಉತ್ಪಾದನೆ ವಿಸ್ತರಿಸುವುದರಿಂದ ಆ್ಯಪಲ್ ಸಿಇಒ ಟಿಮ್ ಕುಕ್ ಅವರಿಗೆ ಅಮೆರಿಕ ಅಧ್ಯಕ್ಷ ಡೊನಾಲ್ಡ್ ಟ್ರಂಪ್ ಸಲಹೆ ನೀಡಿದ್ದಾರೆ. ಭಾರತದಲ್ಲಿ ಐ-ಫೋನ್ ಉತ್ಪಾದನಾ ಘಟಕಗಳನ್ನು ವಿಸ್ತರಿಸುವುದು ನನಗೆ ಇಷ್ಟವಿಲ್ಲ. ಭಾರತ ತನ್ನನ್ನು ತಾನು ನೋಡಿಕೊಳ್ಳುತ್ತದೆ ಎಂದು ಹೇಳಿದ್ದಾರೆ. ಕತಾರ್‌ನ ದೋಹಾದಲ್ಲಿ ಉದ್ಯಮಿಗಳನ್ನು ಉದ್ದೇಶಿಸಿ ಮಾತನಾಡಿದ ಟ್ರಂಪ್, ಅಮೆರಿಕದಲ್ಲಿಯೇ ಉತ್ಪಾದನೆ ಹೆಚ್ಚಿಸಬೇಕು ಎಂದು ಹೇಳಿದರು. ಭಾರತ ವಿಶ್ವದಲ್ಲೇ ಅತಿ ಹೆಚ್ಚು ಸುಂಕ ವಿಧಿಸುವ ದೇಶಗಳಲ್ಲಿ ಒಂದಾಗಿದೆ. ಭಾರತದಲ್ಲಿ ವ್ಯಾಪಾರ ಮಾಡುವುದು ತುಂಬಾ ಕಷ್ಟ. ಆದರೆ ಭಾರತ ನಮಗೆ ಶೂನ್ಯ ಸುಂಕದ ಒಪ್ಪಂದ ಪ್ರಸ್ತಾಪಿಸಿದೆ ಎಂದು ಟ್ರಂಪ್ ಹೇಳಿದ್ದಾರೆ. ಆ್ಯಪಲ್ ಸಂಸ್ಥೆಯು ಅಮೆರಿಕದಲ್ಲಿ ಮಾರಾಟವಾಗುವ ಬಹುತೇಕ ಐ-ಫೋನ್‌ಗಳನ್ನು ಭಾರತದಲ್ಲಿ ತಯಾರಿಸಲು ಯೋಜಿಸುತ್ತಿದೆ. ಚೀನಾ ಮೇಲಿನ ಅವಲಂಬನೆ ಕಡಿಮೆ ಮಾಡುವುದು ಇದರ ಉದ್ದೇಶ. ಭಾರತದಲ್ಲಿ ಈಗಾಗಲೇ ಫಾಕ್ಸ್‌ಕಾನ್ ಮತ್ತು ಟಾಟಾ ಎಲೆಕ್ಟ್ರಾನಿಕ್ಸ್ ಘಟಕಗಳಲ್ಲಿ ಐ-ಫೋನ್ ಉತ್ಪಾದನೆ ನಡೆಯುತ್ತಿದೆ. ಕಳೆದ ಹಣಕಾಸು ವರ್ಷದಲ್ಲಿ ಭಾರತದಲ್ಲಿ 22 ಬಿಲಿಯನ್ ಡಾಲರ್ ಮೌಲ್ಯದ ಐ-ಫೋನ್ ತಯಾರಿಸಲಾಗಿದೆ. [598,1178,762,1326]
lead-headline [28,190,568,312]
masthead [28,34,918,134]
